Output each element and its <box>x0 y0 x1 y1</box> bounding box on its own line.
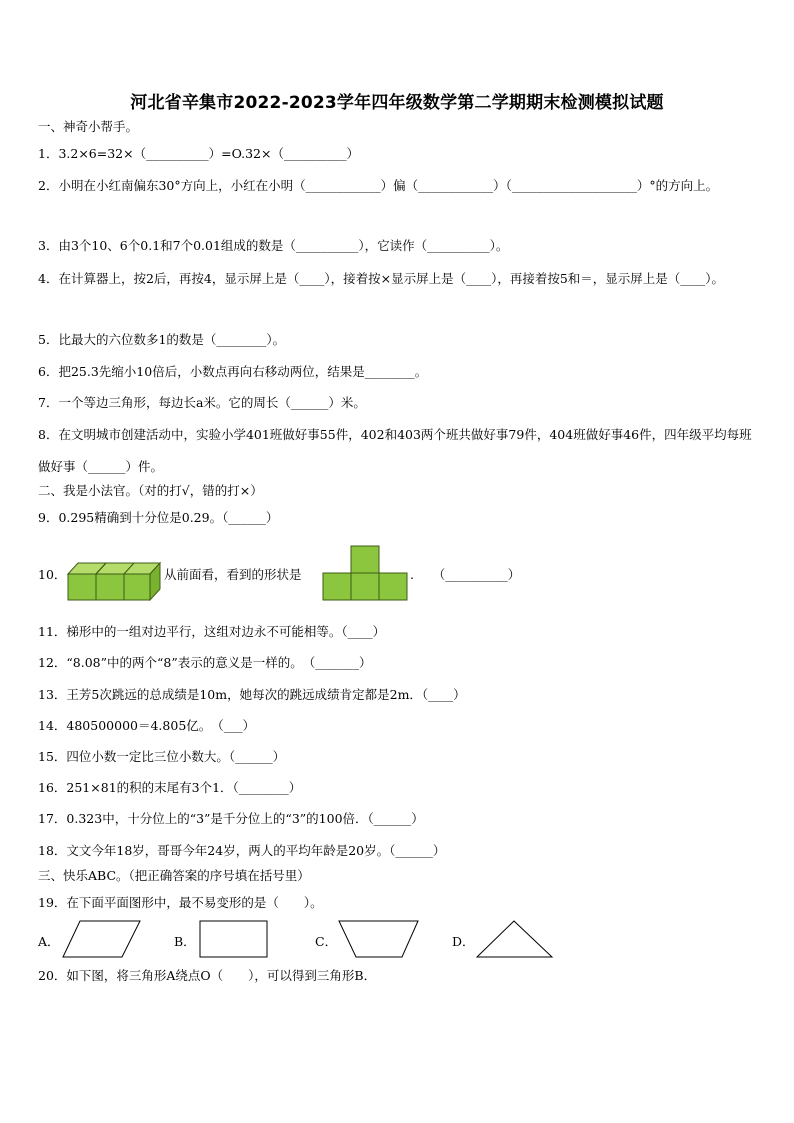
question-9: 9．0.295精确到十分位是0.29。（______） <box>38 510 279 525</box>
question-7: 7．一个等边三角形，每边长a米。它的周长（______）米。 <box>38 395 366 410</box>
question-2: 2．小明在小红南偏东30°方向上，小红在小明（____________）偏（____________）（____________________）°的方向上。 <box>38 178 719 193</box>
question-17: 17．0.323中，十分位上的“3”是千分位上的“3”的100倍．（______） <box>38 811 424 826</box>
question-10-tail: . （__________） <box>410 567 521 582</box>
question-16: 16．251×81的积的末尾有3个1．（________） <box>38 780 302 795</box>
question-10-text: 从前面看，看到的形状是 <box>164 567 302 582</box>
question-3: 3．由3个10、6个0.1和7个0.01组成的数是（__________），它读作（__________）。 <box>38 238 509 253</box>
option-b-label: B． <box>174 934 196 949</box>
question-6: 6．把25.3先缩小10倍后，小数点再向右移动两位，结果是________。 <box>38 364 428 379</box>
triangle-shape <box>476 919 554 959</box>
section-heading-3: 三、快乐ABC。（把正确答案的序号填在括号里） <box>38 868 310 883</box>
option-d-label: D． <box>452 934 475 949</box>
question-14: 14．480500000＝4.805亿。 （___） <box>38 718 256 733</box>
question-5: 5．比最大的六位数多1的数是（________）。 <box>38 332 286 347</box>
question-20: 20．如下图，将三角形A绕点O（ ），可以得到三角形B． <box>38 968 377 983</box>
question-1: 1．3.2×6=32×（__________）=O.32×（__________） <box>38 146 359 161</box>
question-12: 12．“8.08”中的两个“8”表示的意义是一样的。 （_______） <box>38 655 372 670</box>
parallelogram-shape <box>62 919 142 959</box>
question-11: 11．梯形中的一组对边平行，这组对边永不可能相等。（____） <box>38 624 386 639</box>
question-18: 18．文文今年18岁，哥哥今年24岁，两人的平均年龄是20岁。（______） <box>38 843 446 858</box>
section-heading-1: 一、神奇小帮手。 <box>38 119 139 134</box>
question-15: 15．四位小数一定比三位小数大。（______） <box>38 749 286 764</box>
option-a-label: A． <box>38 934 60 949</box>
cubes-3d-figure <box>66 560 162 602</box>
question-10-number: 10． <box>38 567 67 582</box>
section-heading-2: 二、我是小法官。（对的打√，错的打×） <box>38 483 263 498</box>
rectangle-shape <box>199 919 269 959</box>
question-13: 13．王芳5次跳远的总成绩是10m，她每次的跳远成绩肯定都是2m．（____） <box>38 687 466 702</box>
trapezoid-shape <box>338 919 420 959</box>
question-19: 19．在下面平面图形中，最不易变形的是（ ）。 <box>38 895 323 910</box>
front-view-figure <box>322 545 408 602</box>
question-4: 4．在计算器上，按2后，再按4，显示屏上是（____），接着按×显示屏上是（____），再接着按5和＝，显示屏上是（____）。 <box>38 271 725 286</box>
option-c-label: C． <box>315 934 338 949</box>
page-title: 河北省辛集市2022-2023学年四年级数学第二学期期末检测模拟试题 <box>130 93 664 113</box>
question-8: 8．在文明城市创建活动中，实验小学401班做好事55件，402和403两个班共做好事79件，404班做好事46件，四年级平均每班做好事（______）件。 <box>38 427 752 474</box>
